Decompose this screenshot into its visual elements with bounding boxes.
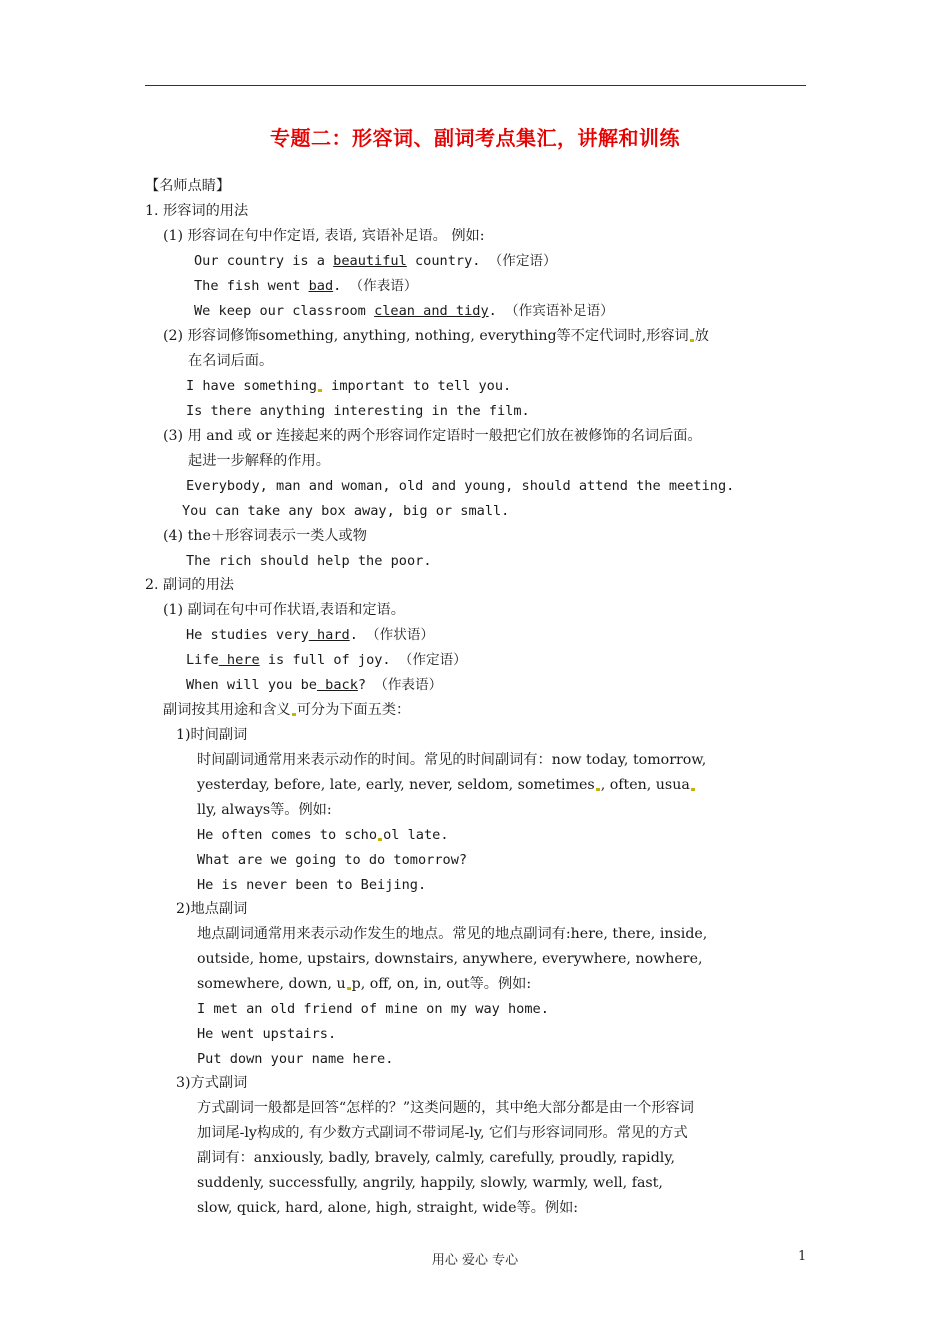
paragraph-line: 地点副词通常用来表示动作发生的地点。常见的地点副词有:here, there, inside, [197,926,708,942]
example-line: I have something important to tell you. [186,378,512,394]
paragraph-line: suddenly, successfully, angrily, happily, slowly, warmly, well, fast, [197,1175,663,1191]
point-1-3: (3) 用 and 或 or 连接起来的两个形容词作定语时一般把它们放在被修饰的名词后面。 [163,428,702,444]
section-1-title: 1. 形容词的用法 [145,203,249,219]
paragraph-line: yesterday, before, late, early, never, seldom, sometimes , often, usua [197,776,696,794]
edit-mark [690,339,694,342]
paragraph-line: lly, always等。例如: [197,802,332,818]
example-line: We keep our classroom clean and tidy. （作宾语补足语） [194,303,614,319]
section-2-title: 2. 副词的用法 [145,577,234,593]
subsection-manner-title: 3)方式副词 [176,1075,248,1091]
example-line: You can take any box away, big or small. [182,503,510,519]
classification-line: 副词按其用途和含义 可分为下面五类： [163,702,411,718]
example-line: He went upstairs. [197,1026,337,1042]
point-1-2-cont: 在名词后面。 [188,353,274,369]
example-line: He is never been to Beijing. [197,877,427,893]
example-line: Is there anything interesting in the film. [186,403,530,419]
example-line: The rich should help the poor. [186,553,432,569]
edit-mark [318,389,322,392]
page-title: 专题二：形容词、副词考点集汇，讲解和训练 [270,126,680,150]
edit-mark [378,838,382,841]
paragraph-line: 加词尾-ly构成的, 有少数方式副词不带词尾-ly, 它们与形容词同形。常见的方式 [197,1125,688,1141]
example-line: Life here is full of joy. （作定语） [186,652,467,668]
header-rule [145,85,806,86]
point-1-1: (1) 形容词在句中作定语, 表语, 宾语补足语。 例如: [163,228,485,244]
paragraph-line: somewhere, down, u p, off, on, in, out等。例如: [197,976,532,992]
edit-mark [347,987,351,990]
example-line: I met an old friend of mine on my way home. [197,1001,549,1017]
point-2-1: (1) 副词在句中可作状语,表语和定语。 [163,602,405,618]
paragraph-line: slow, quick, hard, alone, high, straight, wide等。例如: [197,1200,579,1216]
paragraph-line: 方式副词一般都是回答“怎样的？”这类问题的，其中绝大部分都是由一个形容词 [197,1100,694,1116]
example-line: The fish went bad. （作表语） [194,278,418,294]
point-1-4: (4) the＋形容词表示一类人或物 [163,528,367,544]
page-number: 1 [798,1249,807,1264]
example-line: Put down your name here. [197,1051,394,1067]
subsection-place-title: 2)地点副词 [176,901,248,917]
point-1-2: (2) 形容词修饰something, anything, nothing, everything等不定代词时,形容词 放 [163,328,709,344]
point-1-3-cont: 起进一步解释的作用。 [188,453,330,469]
example-line: He studies very hard. （作状语） [186,627,435,643]
paragraph-line: 副词有：anxiously, badly, bravely, calmly, carefully, proudly, rapidly, [197,1150,675,1166]
example-line: When will you be back? （作表语） [186,677,443,693]
example-line: What are we going to do tomorrow? [197,852,468,868]
edit-mark [596,788,600,791]
edit-mark [691,788,695,791]
page-footer: 用心 爱心 专心 [431,1253,519,1268]
paragraph-line: outside, home, upstairs, downstairs, anywhere, everywhere, nowhere, [197,951,703,967]
paragraph-line: 时间副词通常用来表示动作的时间。常见的时间副词有：now today, tomorrow, [197,752,707,768]
subsection-time-title: 1)时间副词 [176,727,248,743]
example-line: Everybody, man and woman, old and young, should attend the meeting. [186,478,735,494]
example-line: He often comes to scho ol late. [197,827,449,843]
tips-heading: 【名师点睛】 [145,178,231,194]
example-line: Our country is a beautiful country. （作定语） [194,253,557,269]
edit-mark [292,713,296,716]
